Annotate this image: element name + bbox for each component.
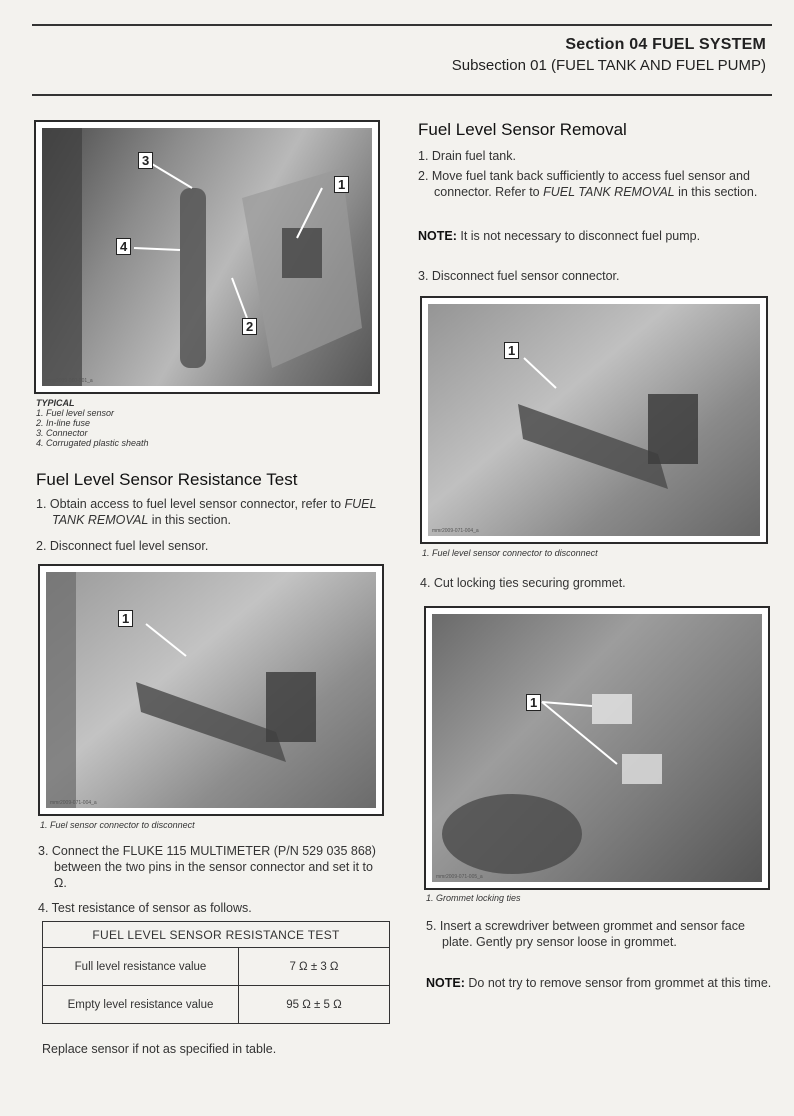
figure-fuel-tank-overview	[34, 120, 380, 394]
table-cell-value: 95 Ω ± 5 Ω	[239, 986, 390, 1024]
photo-fuel-tank-overview	[42, 128, 372, 386]
removal-heading: Fuel Level Sensor Removal	[418, 120, 627, 139]
callout-1: 1	[504, 342, 519, 359]
table-cell-label: Empty level resistance value	[43, 986, 239, 1024]
figure-caption: 1. Fuel level sensor connector to disconnect	[422, 548, 598, 558]
photo-graphic	[432, 614, 762, 882]
resistance-table	[42, 921, 390, 1024]
table-row	[43, 986, 390, 1024]
caption-title: TYPICAL	[36, 398, 75, 408]
resistance-step-2: 2. Disconnect fuel level sensor.	[36, 539, 209, 553]
table-cell-label: Full level resistance value	[43, 948, 239, 986]
table-footer-note: Replace sensor if not as specified in table.	[42, 1042, 277, 1056]
note-label: NOTE:	[418, 229, 457, 243]
callout-1: 1	[526, 694, 541, 711]
page-header	[452, 36, 766, 74]
photo-grommet-ties	[432, 614, 762, 882]
table-cell-value: 7 Ω ± 3 Ω	[239, 948, 390, 986]
figure-id: mmr2009-071-004_a	[432, 528, 479, 534]
cross-reference: FUEL TANK REMOVAL	[543, 185, 675, 199]
photo-sensor-connector-right	[428, 304, 760, 536]
table-title: FUEL LEVEL SENSOR RESISTANCE TEST	[43, 922, 390, 948]
removal-note-2	[426, 975, 774, 991]
removal-note-1	[418, 228, 770, 244]
step-text: 1. Obtain access to fuel level sensor connector, refer to	[36, 497, 345, 511]
removal-step-4: 4. Cut locking ties securing grommet.	[420, 576, 626, 590]
resistance-step-1	[36, 496, 386, 528]
figure-sensor-connector-right	[420, 296, 768, 544]
photo-graphic	[42, 128, 372, 386]
callout-4: 4	[116, 238, 131, 255]
removal-step-1: 1. Drain fuel tank.	[418, 149, 516, 163]
figure-caption: 1. Fuel sensor connector to disconnect	[40, 820, 195, 830]
removal-step-2	[418, 168, 770, 200]
caption-item: 2. In-line fuse	[36, 418, 91, 428]
section-title: Section 04 FUEL SYSTEM	[565, 36, 766, 53]
figure-id: mmr2009-071-005_a	[436, 874, 483, 880]
cross-reference: FUEL TANK REMOVAL	[52, 497, 377, 527]
step-text: in this section.	[674, 185, 758, 199]
callout-1: 1	[118, 610, 133, 627]
table-row	[43, 948, 390, 986]
figure-id: mmr2009-060-001_a	[46, 378, 93, 384]
subsection-title: Subsection 01 (FUEL TANK AND FUEL PUMP)	[451, 57, 766, 74]
figure-grommet-ties	[424, 606, 770, 890]
figure-sensor-connector	[38, 564, 384, 816]
step-text: 2. Move fuel tank back sufficiently to access fuel sensor and connector. Refer to	[418, 169, 750, 199]
callout-1: 1	[334, 176, 349, 193]
resistance-step-4: 4. Test resistance of sensor as follows.	[38, 901, 252, 915]
callout-3: 3	[138, 152, 153, 169]
header-rule-bottom	[32, 94, 772, 96]
figure1-caption	[36, 398, 149, 448]
figure-id: mmr2009-071-004_a	[50, 800, 97, 806]
figure-caption: 1. Grommet locking ties	[426, 893, 521, 903]
caption-item: 3. Connector	[36, 428, 88, 438]
note-text: Do not try to remove sensor from grommet at this time.	[464, 976, 772, 990]
header-rule-top	[32, 24, 772, 26]
note-text: It is not necessary to disconnect fuel pump.	[456, 229, 701, 243]
resistance-test-heading: Fuel Level Sensor Resistance Test	[36, 470, 298, 489]
photo-graphic	[428, 304, 760, 536]
step-text: in this section.	[148, 513, 232, 527]
photo-graphic	[46, 572, 376, 808]
caption-item: 1. Fuel level sensor	[36, 408, 115, 418]
caption-item: 4. Corrugated plastic sheath	[36, 438, 149, 448]
removal-step-3: 3. Disconnect fuel sensor connector.	[418, 269, 620, 283]
photo-sensor-connector	[46, 572, 376, 808]
note-label: NOTE:	[426, 976, 465, 990]
callout-2: 2	[242, 318, 257, 335]
removal-step-5: 5. Insert a screwdriver between grommet and sensor face plate. Gently pry sensor loose in grommet.	[426, 919, 745, 949]
resistance-step-3: 3. Connect the FLUKE 115 MULTIMETER (P/N 529 035 868) between the two pins in the sensor connector and set it to Ω.	[38, 844, 376, 890]
